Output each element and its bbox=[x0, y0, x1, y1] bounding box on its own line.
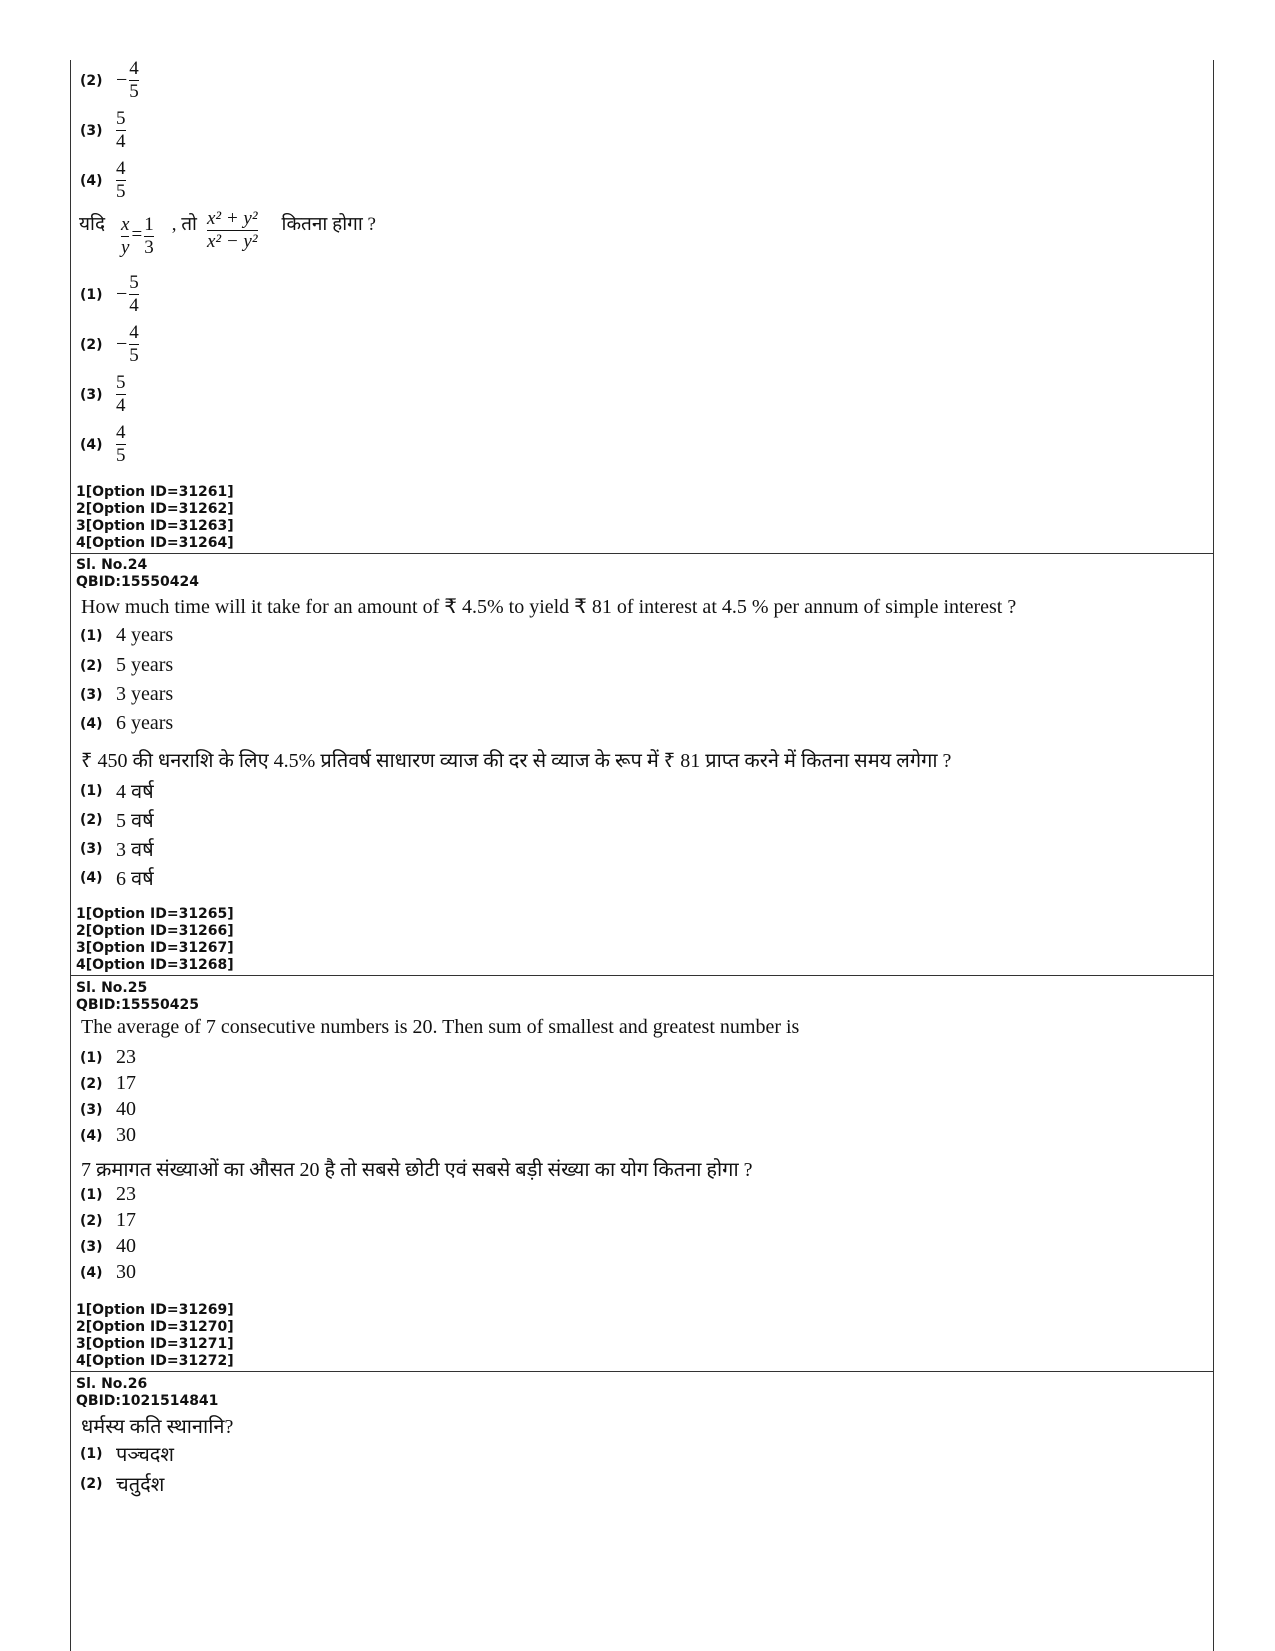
fraction: $\frac{5}{4}$ bbox=[129, 272, 139, 316]
option-4: (4) $\frac{4}{5}$ bbox=[80, 422, 126, 466]
option-2: (2) − $\frac{4}{5}$ bbox=[80, 58, 139, 102]
question-hindi: यदि $\frac{x}{y}$ = $\frac{1}{3}$ , तो $\frac{\text{x² + y²}}{\text{x² − y²}}$ कितना होगा ? bbox=[79, 208, 376, 258]
divider bbox=[70, 1371, 1214, 1372]
option-number: (2) bbox=[80, 72, 103, 89]
divider bbox=[70, 553, 1214, 554]
option-2: (2) 17 bbox=[80, 1072, 136, 1094]
option-4: (4) $\frac{4}{5}$ bbox=[80, 158, 126, 202]
fraction: $\frac{4}{5}$ bbox=[129, 58, 139, 102]
fraction: $\frac{4}{5}$ bbox=[116, 158, 126, 202]
option-4: (4) 6 years bbox=[80, 712, 174, 734]
option-3: (3) 3 वर्ष bbox=[80, 839, 154, 861]
option-2: (2) 17 bbox=[80, 1209, 136, 1231]
option-3: (3) $\frac{5}{4}$ bbox=[80, 372, 126, 416]
option-1: (1) 23 bbox=[80, 1183, 136, 1205]
option-1: (1) 23 bbox=[80, 1046, 136, 1068]
question-text-en: The average of 7 consecutive numbers is 20. Then sum of smallest and greatest number is bbox=[81, 1016, 800, 1038]
qbid: QBID:15550425 bbox=[76, 997, 199, 1013]
fraction: $\frac{4}{5}$ bbox=[129, 322, 139, 366]
question-text: धर्मस्य कति स्थानानि? bbox=[81, 1416, 234, 1438]
option-3: (3) 3 years bbox=[80, 683, 174, 705]
option-1: (1) 4 वर्ष bbox=[80, 781, 154, 803]
option-ids: 1[Option ID=31265] 2[Option ID=31266] 3[Option ID=31267] 4[Option ID=31268] bbox=[76, 906, 234, 973]
question-meta bbox=[76, 1376, 218, 1410]
option-ids: 1[Option ID=31261] 2[Option ID=31262] 3[Option ID=31263] 4[Option ID=31264] bbox=[76, 484, 234, 551]
option-ids: 1[Option ID=31269] 2[Option ID=31270] 3[Option ID=31271] 4[Option ID=31272] bbox=[76, 1302, 234, 1369]
option-1: (1) 4 years bbox=[80, 624, 174, 646]
option-3: (3) $\frac{5}{4}$ bbox=[80, 108, 126, 152]
option-4: (4) 30 bbox=[80, 1261, 136, 1283]
question-text-hi: 7 क्रमागत संख्याओं का औसत 20 है तो सबसे छोटी एवं सबसे बड़ी संख्या का योग कितना होगा ? bbox=[81, 1159, 753, 1181]
question-text-en: How much time will it take for an amount of ₹ 4.5% to yield ₹ 81 of interest at 4.5 % per annum of simple interest ? bbox=[81, 596, 1017, 618]
fraction: $\frac{5}{4}$ bbox=[116, 108, 126, 152]
question-meta bbox=[76, 557, 199, 591]
option-3: (3) 40 bbox=[80, 1098, 136, 1120]
serial-number: Sl. No.26 bbox=[76, 1376, 148, 1392]
option-2: (2) 5 वर्ष bbox=[80, 810, 154, 832]
option-2: (2) − $\frac{4}{5}$ bbox=[80, 322, 139, 366]
option-1: (1) − $\frac{5}{4}$ bbox=[80, 272, 139, 316]
question-meta bbox=[76, 980, 199, 1014]
fraction: $\frac{4}{5}$ bbox=[116, 422, 126, 466]
option-1: (1) पञ्चदश bbox=[80, 1444, 175, 1466]
page-frame bbox=[70, 60, 1214, 1651]
qbid: QBID:15550424 bbox=[76, 574, 199, 590]
serial-number: Sl. No.24 bbox=[76, 557, 148, 573]
fraction: $\frac{5}{4}$ bbox=[116, 372, 126, 416]
option-2: (2) चतुर्दश bbox=[80, 1474, 165, 1496]
option-4: (4) 6 वर्ष bbox=[80, 868, 154, 890]
serial-number: Sl. No.25 bbox=[76, 980, 148, 996]
option-4: (4) 30 bbox=[80, 1124, 136, 1146]
question-text-hi: ₹ 450 की धनराशि के लिए 4.5% प्रतिवर्ष साधारण व्याज की दर से व्याज के रूप में ₹ 81 प्राप्त करने में कितना समय लगेगा ? bbox=[81, 750, 952, 772]
option-2: (2) 5 years bbox=[80, 654, 174, 676]
divider bbox=[70, 975, 1214, 976]
qbid: QBID:1021514841 bbox=[76, 1393, 219, 1409]
option-3: (3) 40 bbox=[80, 1235, 136, 1257]
